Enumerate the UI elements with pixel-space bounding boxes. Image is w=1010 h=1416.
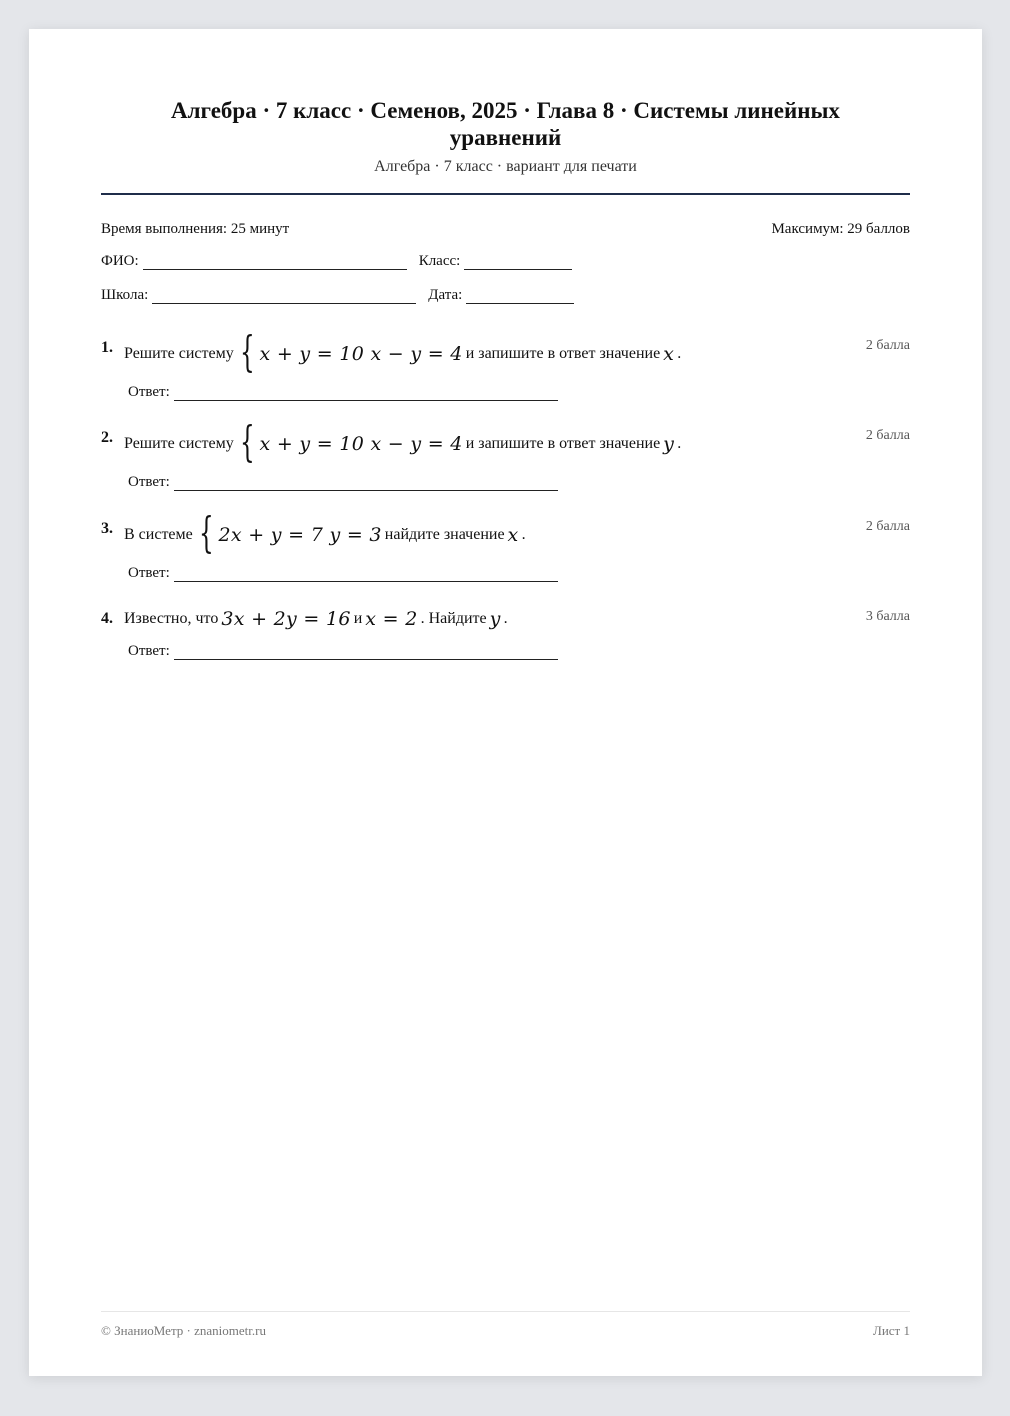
footer-divider: [101, 1311, 910, 1312]
fio-field[interactable]: [143, 255, 407, 270]
header-divider: [101, 193, 910, 195]
page-number: Лист 1: [873, 1323, 910, 1338]
class-label: Класс:: [418, 253, 461, 269]
answer-label: Ответ:: [128, 474, 170, 490]
task-math-2: x = 2: [365, 608, 418, 630]
system-brace-icon: {: [239, 327, 255, 376]
system-brace-icon: {: [198, 508, 214, 557]
task-math: x + y = 10 x − y = 4: [259, 433, 463, 455]
task-statement: Решите систему { x + y = 10 x − y = 4 и запишите в ответ значение y .: [124, 417, 682, 466]
task-number: 2.: [101, 429, 113, 446]
footer-copyright: © ЗнаниоМетр · znaniometr.ru: [101, 1323, 266, 1338]
task-4: [101, 609, 910, 660]
task-math: 3x + 2y = 16: [221, 608, 351, 630]
task-number: 1.: [101, 339, 113, 356]
school-date-row: [101, 286, 910, 304]
school-label: Школа:: [101, 287, 149, 303]
page-title: Алгебра · 7 класс · Семенов, 2025 · Глава 8 · Системы линейных уравнений: [171, 98, 840, 150]
task-points: 2 балла: [865, 519, 910, 534]
class-field[interactable]: [464, 255, 572, 270]
school-field[interactable]: [152, 289, 416, 304]
task-3: [101, 508, 910, 582]
answer-field[interactable]: [174, 645, 558, 660]
task-math: 2x + y = 7 y = 3: [218, 524, 382, 546]
date-field[interactable]: [466, 289, 574, 304]
answer-row: [128, 565, 910, 582]
task-points: 2 балла: [865, 428, 910, 443]
answer-row: [128, 384, 910, 401]
answer-label: Ответ:: [128, 565, 170, 581]
fio-label: ФИО:: [101, 253, 139, 269]
answer-field[interactable]: [174, 476, 558, 491]
time-limit: Время выполнения: 25 минут: [101, 221, 290, 237]
task-statement: Известно, что 3x + 2y = 16 и x = 2 . Найдите y .: [124, 608, 508, 630]
max-score: Максимум: 29 баллов: [771, 221, 910, 237]
answer-row: [128, 474, 910, 491]
page-subtitle: Алгебра · 7 класс · вариант для печати: [374, 158, 637, 175]
task-statement: В системе { 2x + y = 7 y = 3 найдите значение x .: [124, 508, 526, 557]
answer-label: Ответ:: [128, 643, 170, 659]
page-footer: [101, 1323, 910, 1339]
answer-row: [128, 643, 910, 660]
answer-field[interactable]: [174, 386, 558, 401]
task-2: [101, 417, 910, 491]
answer-field[interactable]: [174, 567, 558, 582]
task-1: [101, 327, 910, 401]
task-points: 3 балла: [865, 609, 910, 624]
worksheet-page: [29, 29, 982, 1376]
task-number: 3.: [101, 520, 113, 537]
task-points: 2 балла: [865, 338, 910, 353]
fio-class-row: [101, 252, 910, 270]
answer-label: Ответ:: [128, 384, 170, 400]
task-statement: Решите систему { x + y = 10 x − y = 4 и запишите в ответ значение x .: [124, 327, 682, 376]
date-label: Дата:: [428, 287, 463, 303]
system-brace-icon: {: [239, 417, 255, 466]
meta-row: [101, 220, 910, 238]
task-number: 4.: [101, 610, 113, 627]
worksheet-header: [101, 97, 910, 177]
task-math: x + y = 10 x − y = 4: [259, 343, 463, 365]
